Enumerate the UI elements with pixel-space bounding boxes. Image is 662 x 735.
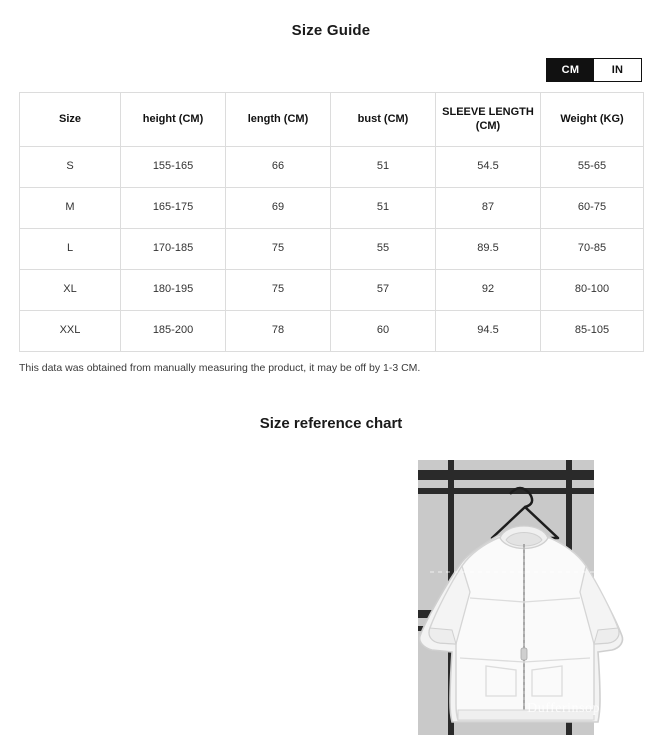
column-header-sleeve-length: SLEEVE LENGTH (CM)	[436, 93, 541, 147]
cell-sleeve-length: 54.5	[436, 147, 541, 188]
cell-height: 185-200	[121, 311, 226, 352]
cell-bust: 51	[331, 147, 436, 188]
cell-weight: 85-105	[541, 311, 644, 352]
cell-length: 75	[226, 270, 331, 311]
cell-height: 180-195	[121, 270, 226, 311]
cell-weight: 70-85	[541, 229, 644, 270]
cell-length: 66	[226, 147, 331, 188]
size-reference-image	[0, 452, 662, 735]
measurement-note: This data was obtained from manually measuring the product, it may be off by 1-3 CM.	[19, 362, 421, 374]
cell-size: S	[20, 147, 121, 188]
jacket-illustration	[0, 452, 662, 735]
cell-weight: 80-100	[541, 270, 644, 311]
unit-toggle[interactable]	[546, 58, 642, 82]
cell-sleeve-length: 87	[436, 188, 541, 229]
cell-height: 165-175	[121, 188, 226, 229]
cell-height: 155-165	[121, 147, 226, 188]
cell-bust: 57	[331, 270, 436, 311]
cell-weight: 55-65	[541, 147, 644, 188]
cell-size: XL	[20, 270, 121, 311]
column-header-size: Size	[20, 93, 121, 147]
column-header-bust: bust (CM)	[331, 93, 436, 147]
cell-height: 170-185	[121, 229, 226, 270]
unit-button-in[interactable]: IN	[594, 59, 641, 81]
column-header-height: height (CM)	[121, 93, 226, 147]
column-header-length: length (CM)	[226, 93, 331, 147]
cell-bust: 60	[331, 311, 436, 352]
table-row	[20, 229, 644, 270]
size-table	[19, 92, 644, 352]
cell-length: 75	[226, 229, 331, 270]
cell-sleeve-length: 92	[436, 270, 541, 311]
watermark-text: Dufferinsop	[527, 701, 600, 716]
cell-sleeve-length: 89.5	[436, 229, 541, 270]
unit-button-cm[interactable]: CM	[547, 59, 594, 81]
column-header-weight: Weight (KG)	[541, 93, 644, 147]
section-title-size-reference: Size reference chart	[259, 415, 403, 432]
cell-size: XXL	[20, 311, 121, 352]
cell-sleeve-length: 94.5	[436, 311, 541, 352]
table-row	[20, 188, 644, 229]
cell-size: L	[20, 229, 121, 270]
table-row	[20, 311, 644, 352]
cell-length: 69	[226, 188, 331, 229]
page-title: Size Guide	[291, 22, 371, 39]
cell-weight: 60-75	[541, 188, 644, 229]
cell-length: 78	[226, 311, 331, 352]
table-row	[20, 270, 644, 311]
cell-bust: 51	[331, 188, 436, 229]
cell-size: M	[20, 188, 121, 229]
table-header-row	[20, 93, 644, 147]
table-row	[20, 147, 644, 188]
cell-bust: 55	[331, 229, 436, 270]
